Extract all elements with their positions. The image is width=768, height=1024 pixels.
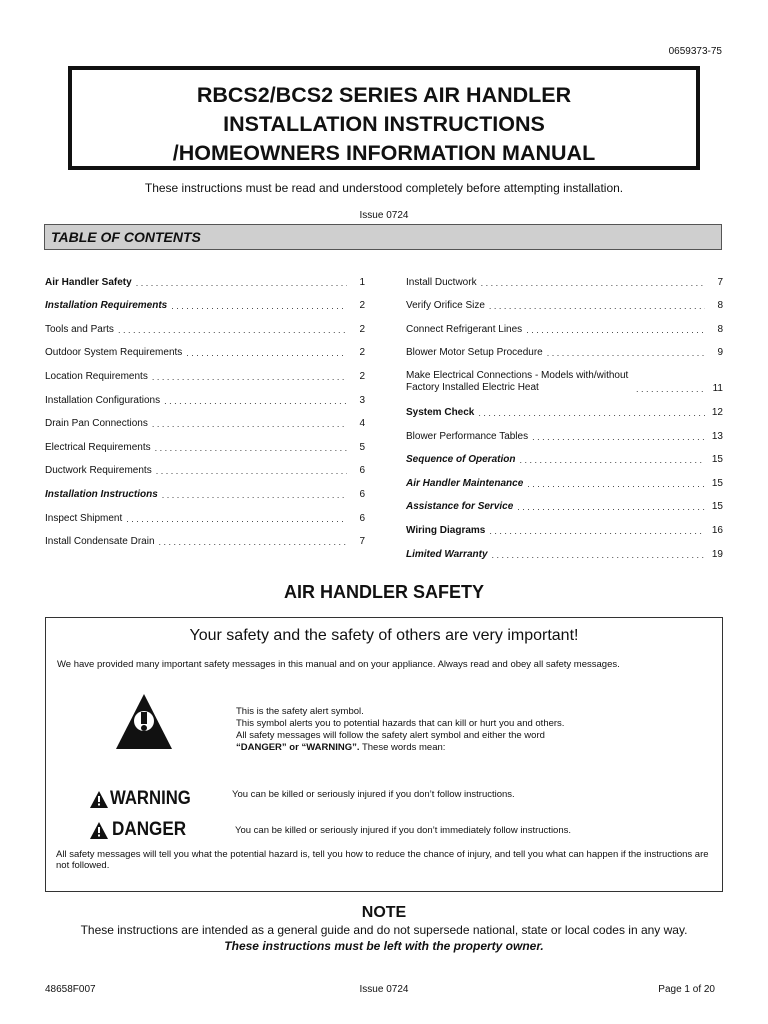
toc-entry[interactable]: Wiring Diagrams . . . 16 xyxy=(406,512,723,536)
safety-subheading: Your safety and the safety of others are very important! xyxy=(189,627,579,644)
toc-entry[interactable]: Install Ductwork . . . 7 xyxy=(406,264,723,288)
danger-text: You can be killed or seriously injured if you don’t immediately follow instructions. xyxy=(235,825,572,836)
toc-entry[interactable]: Installation Requirements . . . 2 xyxy=(45,288,365,312)
warning-label: WARNING xyxy=(90,788,202,810)
warning-triangle-icon xyxy=(90,791,108,808)
toc-left-column xyxy=(45,264,365,547)
toc-entry[interactable]: Electrical Requirements . . . 5 xyxy=(45,429,365,453)
warning-text: You can be killed or seriously injured if you don’t follow instructions. xyxy=(232,789,515,800)
safety-footer-text: All safety messages will tell you what the potential hazard is, tell you how to reduce the chance of injury, and tell you what can happen if the instructions are not followed. xyxy=(56,849,709,871)
toc-entry[interactable]: Air Handler Maintenance . . . 15 xyxy=(406,465,723,489)
toc-entry[interactable]: Installation Instructions . . . 6 xyxy=(45,476,365,500)
title-line-2: INSTALLATION INSTRUCTIONS xyxy=(223,112,545,136)
toc-header: TABLE OF CONTENTS xyxy=(44,224,722,250)
danger-label: DANGER xyxy=(90,819,194,841)
toc-entry[interactable]: Tools and Parts . . . 2 xyxy=(45,311,365,335)
toc-entry[interactable]: Installation Configurations . . . 3 xyxy=(45,382,365,406)
document-code: 0659373-75 xyxy=(668,46,722,57)
toc-entry[interactable]: Blower Performance Tables . . . 13 xyxy=(406,418,723,442)
toc-right-column xyxy=(406,264,723,560)
title-line-3: /HOMEOWNERS INFORMATION MANUAL xyxy=(172,141,596,165)
toc-entry[interactable]: Air Handler Safety . . . 1 xyxy=(45,264,365,288)
toc-entry[interactable]: System Check . . . 12 xyxy=(406,394,723,418)
toc-entry[interactable]: Verify Orifice Size . . . 8 xyxy=(406,288,723,312)
toc-entry[interactable]: Make Electrical Connections - Models with/without Factory Installed Electric Heat . . . 11 xyxy=(406,358,723,394)
footer-page-number: Page 1 of 20 xyxy=(658,984,715,995)
toc-entry[interactable]: Outdoor System Requirements . . . 2 xyxy=(45,335,365,359)
toc-entry[interactable]: Sequence of Operation . . . 15 xyxy=(406,442,723,466)
alert-description: This is the safety alert symbol. This symbol alerts you to potential hazards that can kill or hurt you and others. All safety messages will follow the safety alert symbol and either the word “DANGER” or “WARNING”. These words mean: xyxy=(236,706,565,753)
title-line-1: RBCS2/BCS2 SERIES AIR HANDLER xyxy=(196,83,572,107)
danger-triangle-icon xyxy=(90,822,108,839)
note-heading: NOTE xyxy=(361,904,407,921)
toc-entry[interactable]: Connect Refrigerant Lines . . . 8 xyxy=(406,311,723,335)
toc-entry[interactable]: Assistance for Service . . . 15 xyxy=(406,489,723,513)
issue-label: Issue 0724 xyxy=(359,210,409,221)
safety-alert-icon xyxy=(114,692,174,752)
toc-entry[interactable]: Location Requirements . . . 2 xyxy=(45,358,365,382)
note-emphasis: These instructions must be left with the property owner. xyxy=(224,939,544,953)
toc-entry[interactable]: Inspect Shipment . . . 6 xyxy=(45,500,365,524)
safety-heading: AIR HANDLER SAFETY xyxy=(283,582,484,602)
safety-message: We have provided many important safety messages in this manual and on your appliance. Always read and obey all safety messages. xyxy=(57,659,620,670)
note-text: These instructions are intended as a general guide and do not supersede national, state or local codes in any way. xyxy=(80,923,688,937)
toc-entry[interactable]: Drain Pan Connections . . . 4 xyxy=(45,406,365,430)
title-box xyxy=(68,66,700,170)
footer-part-number: 48658F007 xyxy=(45,984,96,995)
safety-box xyxy=(45,617,723,892)
footer-issue: Issue 0724 xyxy=(359,984,409,995)
toc-entry[interactable]: Ductwork Requirements . . . 6 xyxy=(45,453,365,477)
toc-entry[interactable]: Limited Warranty . . . 19 xyxy=(406,536,723,560)
toc-entry[interactable]: Blower Motor Setup Procedure . . . 9 xyxy=(406,335,723,359)
intro-text: These instructions must be read and understood completely before attempting installation. xyxy=(144,181,624,195)
toc-entry[interactable]: Install Condensate Drain . . . 7 xyxy=(45,524,365,548)
